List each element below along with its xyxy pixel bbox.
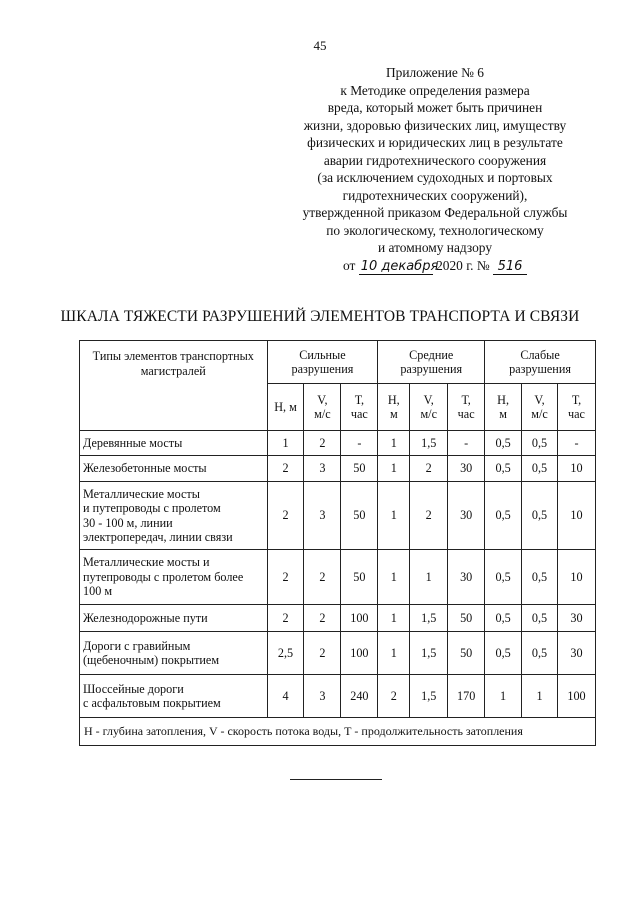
appendix-header — [262, 64, 608, 275]
value-cell: 2 — [304, 431, 341, 456]
group-header-weak: Слабые разрушения — [485, 341, 596, 384]
table-body — [80, 431, 596, 718]
value-cell: 2 — [410, 456, 448, 482]
value-cell: 0,5 — [522, 431, 558, 456]
group-header-medium: Средние разрушения — [378, 341, 485, 384]
element-type-cell: Деревянные мосты — [80, 431, 268, 456]
table-row — [80, 675, 596, 718]
value-cell: 30 — [448, 482, 485, 550]
value-cell: 100 — [557, 675, 595, 718]
value-cell: 1 — [378, 550, 410, 605]
value-cell: 10 — [557, 456, 595, 482]
value-cell: 3 — [304, 675, 341, 718]
header-line: гидротехнических сооружений), — [342, 187, 528, 203]
value-cell: 2 — [410, 482, 448, 550]
table-row — [80, 431, 596, 456]
value-cell: 1,5 — [410, 632, 448, 675]
value-cell: 100 — [341, 632, 378, 675]
header-line: физических и юридических лиц в результате — [307, 135, 563, 150]
year-text: 2020 г. № — [436, 257, 490, 273]
value-cell: 2 — [304, 550, 341, 605]
value-cell: 30 — [557, 605, 595, 632]
value-cell: 2,5 — [267, 632, 304, 675]
value-cell: 1,5 — [410, 605, 448, 632]
element-type-cell: Железобетонные мосты — [80, 456, 268, 482]
value-cell: 50 — [341, 550, 378, 605]
table-row — [80, 456, 596, 482]
table-row — [80, 550, 596, 605]
value-cell: 50 — [448, 632, 485, 675]
value-cell: 1 — [485, 675, 522, 718]
subheader-cell: V, м/с — [410, 384, 448, 431]
value-cell: 2 — [267, 550, 304, 605]
value-cell: 1,5 — [410, 431, 448, 456]
separator-line — [290, 779, 382, 780]
value-cell: 0,5 — [485, 456, 522, 482]
subheader-cell: V, м/с — [522, 384, 558, 431]
value-cell: 1 — [522, 675, 558, 718]
value-cell: 1 — [378, 431, 410, 456]
value-cell: 2 — [378, 675, 410, 718]
subheader-cell: V, м/с — [304, 384, 341, 431]
value-cell: 30 — [448, 550, 485, 605]
table-row — [80, 605, 596, 632]
value-cell: 3 — [304, 456, 341, 482]
value-cell: 1 — [410, 550, 448, 605]
value-cell: 2 — [267, 456, 304, 482]
order-date-line — [262, 257, 608, 275]
subheader-cell: Н, м — [378, 384, 410, 431]
element-type-cell: Шоссейные дороги с асфальтовым покрытием — [80, 675, 268, 718]
value-cell: 30 — [557, 632, 595, 675]
date-prefix: от — [342, 257, 356, 273]
value-cell: 100 — [341, 605, 378, 632]
element-type-cell: Металлические мосты и путепроводы с пролетом более 100 м — [80, 550, 268, 605]
value-cell: 0,5 — [522, 482, 558, 550]
value-cell: 0,5 — [522, 632, 558, 675]
element-type-cell: Металлические мосты и путепроводы с пролетом 30 - 100 м, линии электропередач, линии связи — [80, 482, 268, 550]
value-cell: 2 — [304, 632, 341, 675]
table-row — [80, 632, 596, 675]
header-line: (за исключением судоходных и портовых — [317, 170, 553, 185]
value-cell: 3 — [304, 482, 341, 550]
header-line: утвержденной приказом Федеральной службы — [302, 205, 568, 220]
value-cell: 1,5 — [410, 675, 448, 718]
value-cell: - — [341, 431, 378, 456]
header-line: аварии гидротехнического сооружения — [323, 152, 547, 168]
value-cell: 0,5 — [485, 482, 522, 550]
handwritten-order-number: 516 — [493, 260, 527, 275]
value-cell: 10 — [557, 482, 595, 550]
header-line: по экологическому, технологическому — [326, 222, 544, 238]
table-title: ШКАЛА ТЯЖЕСТИ РАЗРУШЕНИЙ ЭЛЕМЕНТОВ ТРАНСПОРТА И СВЯЗИ — [60, 308, 580, 325]
header-line: и атомному надзору — [377, 240, 493, 255]
value-cell: - — [448, 431, 485, 456]
value-cell: - — [557, 431, 595, 456]
value-cell: 4 — [267, 675, 304, 718]
value-cell: 0,5 — [522, 605, 558, 632]
value-cell: 30 — [448, 456, 485, 482]
value-cell: 1 — [378, 456, 410, 482]
subheader-cell: Н, м — [485, 384, 522, 431]
value-cell: 1 — [378, 632, 410, 675]
value-cell: 0,5 — [485, 605, 522, 632]
subheader-cell: Т, час — [557, 384, 595, 431]
header-line: вреда, который может быть причинен — [327, 100, 543, 115]
value-cell: 0,5 — [522, 456, 558, 482]
value-cell: 240 — [341, 675, 378, 718]
table-row — [80, 482, 596, 550]
value-cell: 2 — [267, 605, 304, 632]
value-cell: 1 — [267, 431, 304, 456]
value-cell: 2 — [267, 482, 304, 550]
value-cell: 50 — [448, 605, 485, 632]
value-cell: 0,5 — [522, 550, 558, 605]
value-cell: 50 — [341, 482, 378, 550]
subheader-cell: Н, м — [267, 384, 304, 431]
destruction-scale-table — [79, 340, 596, 746]
element-type-cell: Железнодорожные пути — [80, 605, 268, 632]
value-cell: 0,5 — [485, 632, 522, 675]
value-cell: 1 — [378, 482, 410, 550]
value-cell: 170 — [448, 675, 485, 718]
value-cell: 50 — [341, 456, 378, 482]
header-line: к Методике определения размера — [340, 82, 530, 98]
table-footnote: Н - глубина затопления, V - скорость потока воды, Т - продолжительность затопления — [80, 718, 596, 746]
value-cell: 0,5 — [485, 431, 522, 456]
handwritten-date: 10 декабря — [360, 258, 439, 274]
value-cell: 0,5 — [485, 550, 522, 605]
subheader-cell: Т, час — [448, 384, 485, 431]
value-cell: 10 — [557, 550, 595, 605]
page-number: 45 — [313, 38, 327, 53]
subheader-cell: Т, час — [341, 384, 378, 431]
header-line: Приложение № 6 — [385, 65, 485, 80]
type-column-header: Типы элементов транспортных магистралей — [80, 341, 268, 431]
element-type-cell: Дороги с гравийным (щебеночным) покрытием — [80, 632, 268, 675]
value-cell: 2 — [304, 605, 341, 632]
value-cell: 1 — [378, 605, 410, 632]
group-header-severe: Сильные разрушения — [267, 341, 378, 384]
header-line: жизни, здоровью физических лиц, имуществу — [303, 117, 567, 133]
